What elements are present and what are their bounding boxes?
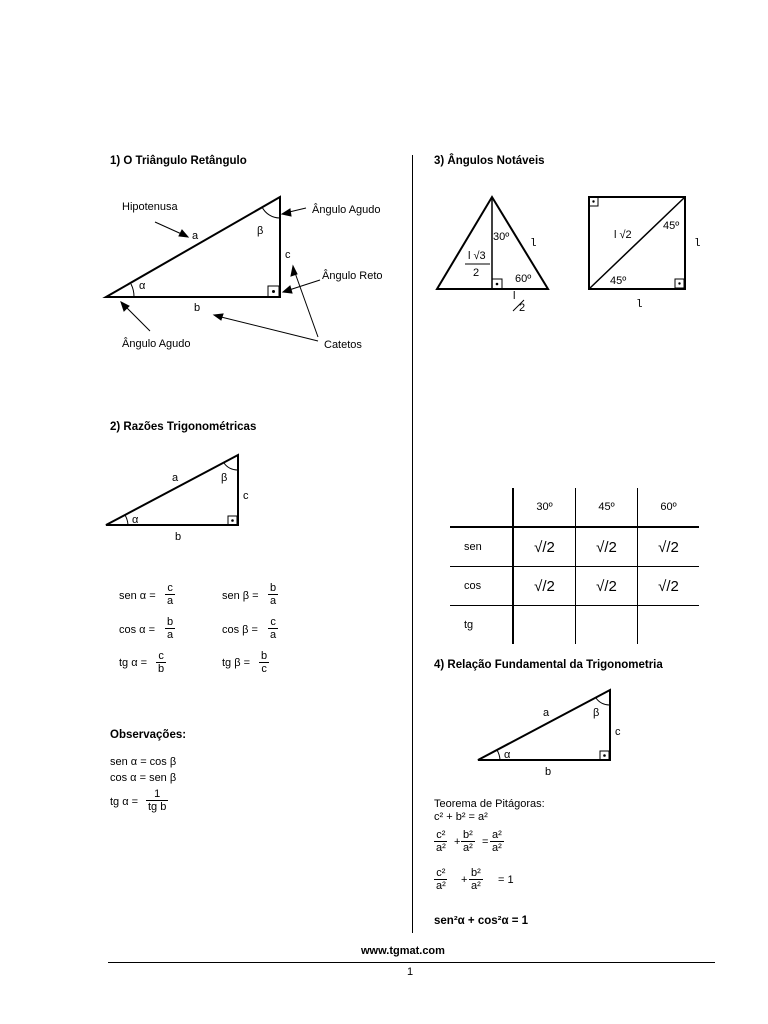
table-header: 30º bbox=[513, 488, 576, 527]
label-l-side: l bbox=[530, 238, 537, 250]
obs-tg-frac: $\frac{1}{\text{tg b}}$ bbox=[148, 788, 167, 813]
page-number: 1 bbox=[407, 966, 414, 978]
label-b-4: b bbox=[545, 766, 552, 778]
table-header: 45º bbox=[576, 488, 638, 527]
label-45-bot: 45º bbox=[610, 275, 627, 287]
label-l-half-num: l bbox=[513, 290, 516, 302]
formula-frac: $\frac{b}{a}$ bbox=[167, 616, 174, 641]
label-45-top: 45º bbox=[663, 220, 680, 232]
table-header: 60º bbox=[638, 488, 700, 527]
label-height-num: l √3 bbox=[468, 250, 486, 262]
table-cell: √/2 bbox=[576, 567, 638, 606]
eq-rhs: = 1 bbox=[498, 874, 514, 886]
label-height-den: 2 bbox=[473, 267, 480, 279]
table-cell: √/2 bbox=[513, 527, 576, 567]
formula-lhs: tg β = bbox=[222, 657, 251, 669]
label-a-2: a bbox=[172, 472, 179, 484]
label-beta-2: β bbox=[221, 472, 228, 484]
label-b-2: b bbox=[175, 531, 182, 543]
eq-frac: $\frac{\text{b²}}{\text{a²}}$ bbox=[471, 867, 481, 892]
eq-frac: $\frac{\text{c²}}{\text{a²}}$ bbox=[436, 867, 446, 892]
formula-lhs: cos α = bbox=[119, 624, 156, 636]
label-60: 60º bbox=[515, 273, 532, 285]
formula-lhs: sen β = bbox=[222, 590, 259, 602]
label-beta-4: β bbox=[593, 707, 600, 719]
label-c: c bbox=[285, 249, 291, 261]
eq-frac: $\frac{\text{b²}}{\text{a²}}$ bbox=[463, 829, 473, 854]
section-2-title: 2) Razões Trigonométricas bbox=[110, 421, 257, 433]
formula-frac: $\frac{b}{a}$ bbox=[270, 582, 277, 607]
table-cell: √/2 bbox=[513, 567, 576, 606]
label-catetos: Catetos bbox=[324, 339, 362, 351]
table-row-label: cos bbox=[450, 567, 513, 606]
formula-frac: $\frac{c}{a}$ bbox=[270, 616, 277, 641]
label-30: 30º bbox=[493, 231, 510, 243]
label-alpha-2: α bbox=[132, 514, 139, 526]
label-alpha-4: α bbox=[504, 749, 511, 761]
section-1-title: 1) O Triângulo Retângulo bbox=[110, 155, 247, 167]
label-l-half-den: 2 bbox=[519, 302, 526, 314]
label-diagonal: l √2 bbox=[614, 229, 632, 241]
obs-line-1: sen α = cos β bbox=[110, 756, 177, 768]
section-4-title: 4) Relação Fundamental da Trigonometria bbox=[434, 659, 663, 671]
formula-lhs: tg α = bbox=[119, 657, 148, 669]
label-a: a bbox=[192, 230, 199, 242]
label-angulo-agudo-bottom: Ângulo Agudo bbox=[122, 338, 191, 350]
teorema-label: Teorema de Pitágoras: bbox=[434, 798, 545, 810]
table-row-label: sen bbox=[450, 527, 513, 567]
section-3-title: 3) Ângulos Notáveis bbox=[434, 155, 545, 167]
label-l-right: l bbox=[694, 238, 701, 250]
eq-frac: $\frac{\text{c²}}{\text{a²}}$ bbox=[436, 829, 446, 854]
label-c-2: c bbox=[243, 490, 249, 502]
pythagoras-eq: c² + b² = a² bbox=[434, 811, 488, 823]
label-a-4: a bbox=[543, 707, 550, 719]
label-c-4: c bbox=[615, 726, 621, 738]
formula-frac: $\frac{b}{c}$ bbox=[261, 650, 268, 675]
label-angulo-agudo-top: Ângulo Agudo bbox=[312, 204, 381, 216]
footer-rule bbox=[108, 962, 715, 963]
obs-title: Observações: bbox=[110, 729, 187, 741]
label-hipotenusa: Hipotenusa bbox=[122, 201, 178, 213]
table-cell: √/2 bbox=[638, 527, 700, 567]
formula-frac: $\frac{c}{a}$ bbox=[167, 582, 174, 607]
table-cell: √/2 bbox=[638, 567, 700, 606]
formula-lhs: sen α = bbox=[119, 590, 156, 602]
label-l-bottom: l bbox=[636, 299, 643, 311]
fundamental-relation: sen²α + cos²α = 1 bbox=[434, 915, 529, 927]
table-cell: √/2 bbox=[576, 527, 638, 567]
label-alpha: α bbox=[139, 280, 146, 292]
footer-url: www.tgmat.com bbox=[361, 945, 445, 957]
formula-frac: $\frac{c}{b}$ bbox=[158, 650, 165, 675]
label-beta: β bbox=[257, 225, 264, 237]
obs-tg-lhs: tg α = bbox=[110, 796, 139, 808]
label-b: b bbox=[194, 302, 201, 314]
table-row-label: tg bbox=[464, 619, 474, 631]
formula-lhs: cos β = bbox=[222, 624, 258, 636]
label-angulo-reto: Ângulo Reto bbox=[322, 270, 383, 282]
obs-line-2: cos α = sen β bbox=[110, 772, 177, 784]
eq-frac: $\frac{\text{a²}}{\text{a²}}$ bbox=[492, 829, 502, 854]
